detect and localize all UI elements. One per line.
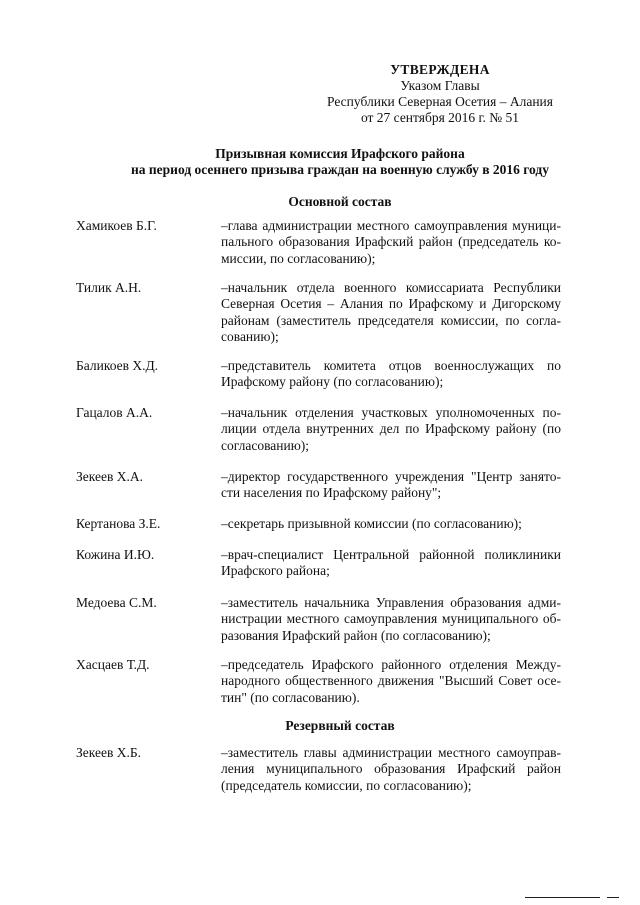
member-role <box>221 516 561 532</box>
role-line: Северная Осетия – Алания по Ирафскому и Дигорскому <box>221 296 561 312</box>
role-line: миссии, по согласованию); <box>221 250 376 266</box>
member-role <box>221 405 561 454</box>
role-line: народного общественного движения "Высший Совет осе- <box>221 673 561 689</box>
role-line: Ирафского района; <box>221 563 330 579</box>
role-line: сти населения по Ирафскому району"; <box>221 485 442 501</box>
member-name: Кожина И.Ю. <box>76 547 155 562</box>
member-name: Тилик А.Н. <box>76 280 142 295</box>
role-line: пального образования Ирафский район (председатель ко- <box>221 234 561 250</box>
main-section-heading: Основной состав <box>288 194 392 209</box>
approval-decree: Указом Главы <box>400 78 480 93</box>
role-line: (председатель комиссии, по согласованию); <box>221 777 472 793</box>
member-role <box>221 547 561 580</box>
title-line-1: Призывная комиссия Ирафского района <box>215 146 465 161</box>
title-line-2: на период осеннего призыва граждан на военную службу в 2016 году <box>131 162 549 177</box>
member-role <box>221 218 561 267</box>
approval-date: от 27 сентября 2016 г. № 51 <box>360 110 520 125</box>
role-line: разования Ирафский район (по согласованию); <box>221 627 491 643</box>
member-role <box>221 745 561 794</box>
role-line: сованию); <box>221 328 279 344</box>
member-name: Кертанова З.Е. <box>76 516 161 531</box>
role-line: –врач-специалист Центральной районной поликлиники <box>221 547 561 562</box>
member-name: Хасцаев Т.Д. <box>76 657 150 672</box>
role-line: –начальник отделения участковых уполномоченных по- <box>221 405 561 420</box>
role-line: –секретарь призывной комиссии (по согласованию); <box>221 516 522 531</box>
document-title <box>60 146 620 178</box>
member-name: Зекеев Х.Б. <box>76 745 141 760</box>
role-line: согласованию); <box>221 437 310 453</box>
approval-stamp <box>300 62 580 126</box>
footer-rule <box>525 897 600 898</box>
role-line: лиции отдела внутренних дел по Ирафскому району (по <box>221 421 561 437</box>
member-name: Хамикоев Б.Г. <box>76 218 157 233</box>
role-line: тин" (по согласованию). <box>221 689 360 705</box>
footer-tick-mark <box>607 897 619 898</box>
role-line: –представитель комитета отцов военнослужащих по <box>221 358 561 373</box>
role-line: нистрации местного самоуправления муниципального об- <box>221 611 561 627</box>
reserve-section-heading: Резервный состав <box>285 718 395 733</box>
member-name: Гацалов А.А. <box>76 405 153 420</box>
member-name: Зекеев Х.А. <box>76 469 143 484</box>
approval-republic: Республики Северная Осетия – Алания <box>327 94 553 109</box>
role-line: –заместитель главы администрации местного самоуправ- <box>221 745 561 760</box>
role-line: районам (заместитель председателя комиссии, по согла- <box>221 312 561 328</box>
role-line: Ирафскому району (по согласованию); <box>221 374 444 390</box>
member-role <box>221 358 561 391</box>
approval-heading: УТВЕРЖДЕНА <box>390 62 490 77</box>
member-name: Медоева С.М. <box>76 595 157 610</box>
member-role <box>221 280 561 345</box>
role-line: –глава администрации местного самоуправления муници- <box>221 218 561 233</box>
role-line: –начальник отдела военного комиссариата Республики <box>221 280 561 295</box>
role-line: –председатель Ирафского районного отделения Между- <box>221 657 561 672</box>
role-line: –директор государственного учреждения "Центр занято- <box>221 469 561 484</box>
member-role <box>221 657 561 706</box>
member-name: Баликоев Х.Д. <box>76 358 159 373</box>
role-line: ления муниципального образования Ирафский район <box>221 761 561 777</box>
role-line: –заместитель начальника Управления образования адми- <box>221 595 561 610</box>
member-role <box>221 595 561 644</box>
member-role <box>221 469 561 502</box>
